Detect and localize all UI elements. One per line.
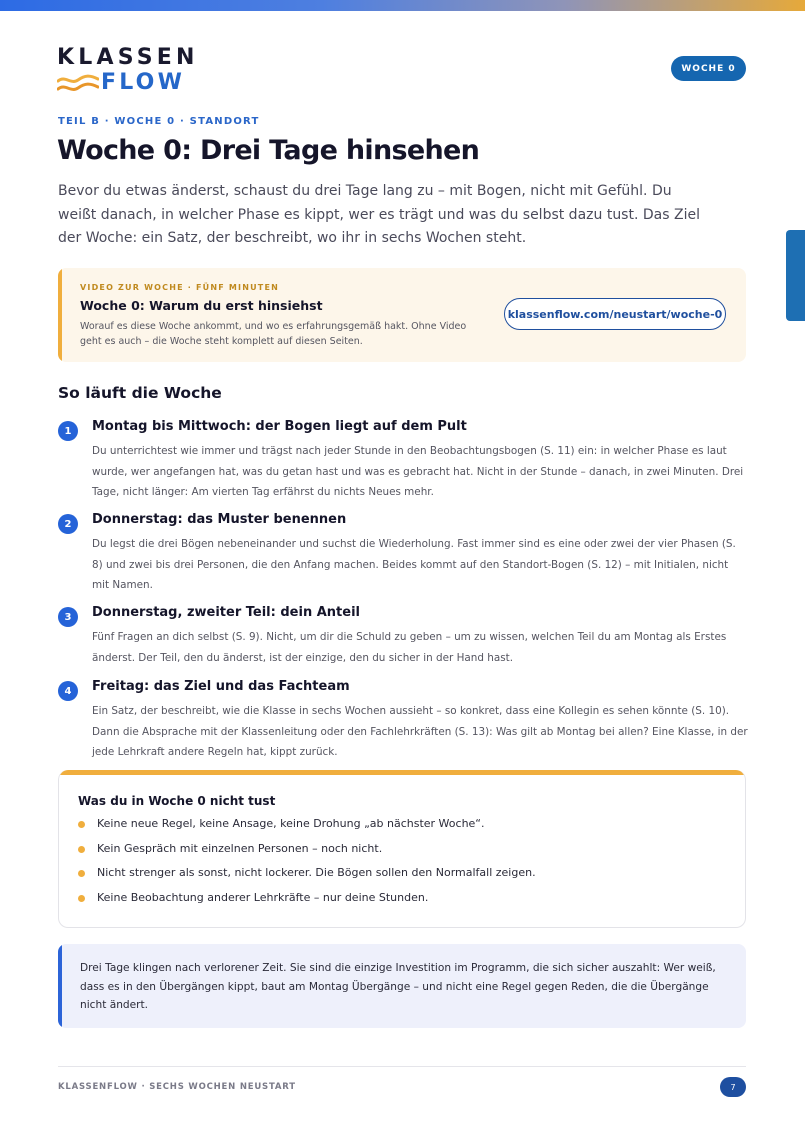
side-tab-marker — [786, 230, 805, 321]
logo-wordmark-top: KLASSEN — [57, 45, 199, 70]
wave-icon — [57, 74, 99, 94]
note-accent-bar — [58, 944, 62, 1028]
step-number-badge: 3 — [58, 607, 78, 627]
section-kicker: TEIL B · WOCHE 0 · STANDORT — [58, 116, 260, 127]
list-item: Nicht strenger als sonst, nicht lockerer. Die Bögen sollen den Normalfall zeigen. — [78, 865, 536, 890]
list-item: Keine neue Regel, keine Ansage, keine Drohung „ab nächster Woche“. — [78, 816, 536, 841]
bullet-dot-icon — [78, 895, 85, 902]
step-number-badge: 4 — [58, 681, 78, 701]
list-item: Kein Gespräch mit einzelnen Personen – noch nicht. — [78, 841, 536, 866]
bullet-dot-icon — [78, 870, 85, 877]
bullet-dot-icon — [78, 821, 85, 828]
step-body: Du unterrichtest wie immer und trägst nach jeder Stunde in den Beobachtungsbogen (S. 11) ein: in welcher Phase es laut wurde, wer angefangen hat, was du getan hast und was es gebracht hat. Nicht in der Stunde – danach, in zwei Minuten. Drei Tage, nicht länger: Am vierten Tag erfährst du nichts Neues mehr. — [92, 445, 744, 498]
video-callout — [58, 268, 746, 362]
step-title: Donnerstag, zweiter Teil: dein Anteil — [92, 605, 360, 620]
step-title: Montag bis Mittwoch: der Bogen liegt auf dem Pult — [92, 419, 467, 434]
bullet-dot-icon — [78, 846, 85, 853]
step-body: Du legst die drei Bögen nebeneinander und suchst die Wiederholung. Fast immer sind es eine oder zwei der vier Phasen (S. 8) und zwei bis drei Personen, die den Anfang machen. Beides kommt auf den Standort-Bogen (S. 12) – mit Initialen, nicht mit Namen. — [92, 538, 736, 591]
step-body: Fünf Fragen an dich selbst (S. 9). Nicht, um dir die Schuld zu geben – um zu wissen, welchen Teil du am Montag als Erstes änderst. Der Teil, den du änderst, ist der einzige, den du sicher in der Hand hast. — [92, 631, 727, 664]
dont-do-box — [58, 770, 746, 928]
video-description: Worauf es diese Woche ankommt, und wo es erfahrungsgemäß hakt. Ohne Video geht es auch – die Woche steht komplett auf diesen Seiten. — [80, 321, 467, 347]
list-item: Keine Beobachtung anderer Lehrkräfte – nur deine Stunden. — [78, 890, 536, 915]
footer-text: KLASSENFLOW · SECHS WOCHEN NEUSTART — [58, 1082, 296, 1092]
step-number-badge: 2 — [58, 514, 78, 534]
note-text: Drei Tage klingen nach verlorener Zeit. Sie sind die einzige Investition im Programm, die sich sicher auszahlt: Wer weiß, dass es in den Übergängen kippt, baut am Montag Übergänge – und nicht eine Regel gegen Reden, die die Übergänge nicht ändert. — [80, 962, 716, 1011]
week-badge: WOCHE 0 — [671, 56, 746, 81]
footer-divider — [58, 1066, 746, 1067]
schedule-heading: So läuft die Woche — [58, 384, 222, 402]
logo — [57, 46, 197, 96]
intro-paragraph: Bevor du etwas änderst, schaust du drei Tage lang zu – mit Bogen, nicht mit Gefühl. Du weißt danach, in welcher Phase es kippt, wer es trägt und was du selbst dazu tust. Das Ziel der Woche: ein Satz, der beschreibt, wo ihr in sechs Wochen steht. — [58, 183, 700, 246]
step-title: Donnerstag: das Muster benennen — [92, 512, 347, 527]
dont-do-list — [78, 816, 536, 914]
step-title: Freitag: das Ziel und das Fachteam — [92, 679, 350, 694]
video-kicker: VIDEO ZUR WOCHE · FÜNF MINUTEN — [80, 283, 280, 292]
step-number-badge: 1 — [58, 421, 78, 441]
box-accent-line — [59, 770, 746, 775]
callout-accent-bar — [58, 268, 62, 362]
top-gradient-bar — [0, 0, 805, 11]
page-number: 7 — [720, 1077, 746, 1097]
video-title: Woche 0: Warum du erst hinsiehst — [80, 298, 323, 313]
dont-do-title: Was du in Woche 0 nicht tust — [78, 794, 276, 808]
step-body: Ein Satz, der beschreibt, wie die Klasse in sechs Wochen aussieht – so konkret, dass eine Kollegin es sehen könnte (S. 10). Dann die Absprache mit der Klassenleitung oder den Fachlehrkräften (S. 13): Was gilt ab Montag bei allen? Eine Klasse, in der jede Lehrkraft andere Regeln hat, kippt zurück. — [92, 705, 748, 758]
logo-wordmark-bottom: FLOW — [101, 70, 186, 95]
page-title: Woche 0: Drei Tage hinsehen — [57, 135, 480, 166]
video-link-button[interactable]: klassenflow.com/neustart/woche-0 — [504, 298, 726, 330]
note-callout — [58, 944, 746, 1028]
